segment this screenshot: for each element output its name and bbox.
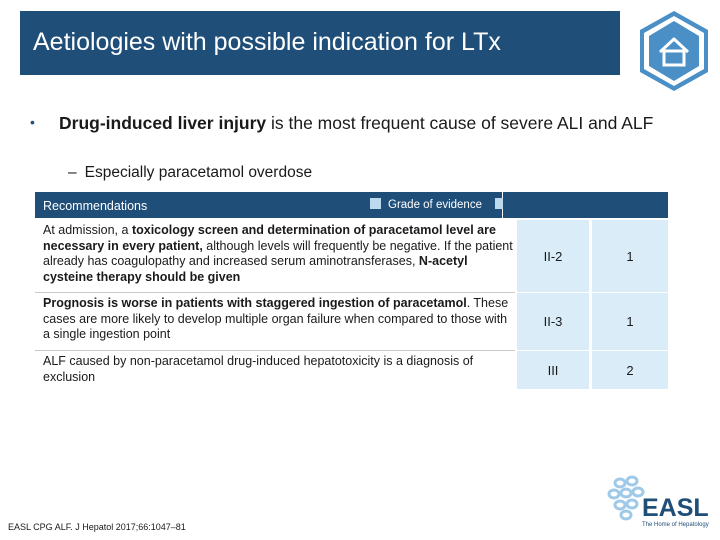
table-row xyxy=(35,293,668,350)
bullet-dot: • xyxy=(30,114,35,130)
row-text: . These cases are more likely to develop multiple organ failure when compared to those with a single ingestion point xyxy=(43,296,509,341)
sub-bullet-text: Especially paracetamol overdose xyxy=(84,164,313,181)
grade-recommendation-cell xyxy=(592,293,668,350)
table-header-right xyxy=(503,192,668,218)
home-button[interactable] xyxy=(636,8,712,94)
svg-text:EASL: EASL xyxy=(642,494,709,522)
grade-recommendation-cell xyxy=(592,351,668,389)
svg-text:The Home of Hepatology: The Home of Hepatology xyxy=(642,522,709,528)
table-header-label: Recommendations xyxy=(43,199,148,213)
easl-logo xyxy=(604,474,714,530)
bullet-text xyxy=(36,112,656,134)
row-text: ALF caused by non-paracetamol drug-induced hepatotoxicity is a diagnosis of exclusion xyxy=(43,354,474,384)
legend-evidence xyxy=(370,198,482,211)
grade-recommendation: 1 xyxy=(626,248,634,264)
grade-recommendation-cell xyxy=(592,220,668,292)
slide-title: Aetiologies with possible indication for LTx xyxy=(33,28,501,56)
table-row xyxy=(35,351,668,389)
legend-swatch-evidence xyxy=(370,198,381,209)
grade-evidence-cell xyxy=(517,351,589,389)
legend-evidence-label: Grade of evidence xyxy=(388,199,482,211)
sub-bullet-dash: – xyxy=(68,164,77,181)
citation-footer: EASL CPG ALF. J Hepatol 2017;66:1047–81 xyxy=(8,522,186,532)
row-description xyxy=(35,351,515,389)
row-bold-text: N-acetyl cysteine therapy should be given xyxy=(43,254,468,284)
grade-evidence: III xyxy=(547,362,559,378)
row-bold-text: Prognosis is worse in patients with staggered ingestion of paracetamol xyxy=(43,296,467,310)
bullet-rest-text: is the most frequent cause of severe ALI and ALF xyxy=(266,113,654,133)
grade-recommendation: 2 xyxy=(626,362,634,378)
row-text: although levels will frequently be negative. If the patient already has coagulopathy and increased serum aminotransferases, xyxy=(43,238,513,268)
row-bold-text: toxicology screen and determination of paracetamol level are necessary in every patient, xyxy=(43,223,496,253)
recommendations-table xyxy=(35,192,668,389)
slide-title-bar xyxy=(20,11,620,75)
sub-bullet xyxy=(68,164,312,182)
table-row xyxy=(35,220,668,292)
main-bullet xyxy=(30,112,656,134)
grade-evidence: II-2 xyxy=(543,248,563,264)
row-description xyxy=(35,220,515,292)
bullet-bold-text: Drug-induced liver injury xyxy=(59,113,267,133)
grade-evidence-cell xyxy=(517,293,589,350)
row-description xyxy=(35,293,515,350)
easl-logo-icon xyxy=(604,474,714,530)
grade-recommendation: 1 xyxy=(626,314,634,329)
grade-evidence: II-3 xyxy=(543,314,563,329)
row-text: At admission, a xyxy=(43,223,132,237)
table-header xyxy=(35,192,502,218)
grade-evidence-cell xyxy=(517,220,589,292)
home-icon xyxy=(636,8,712,94)
